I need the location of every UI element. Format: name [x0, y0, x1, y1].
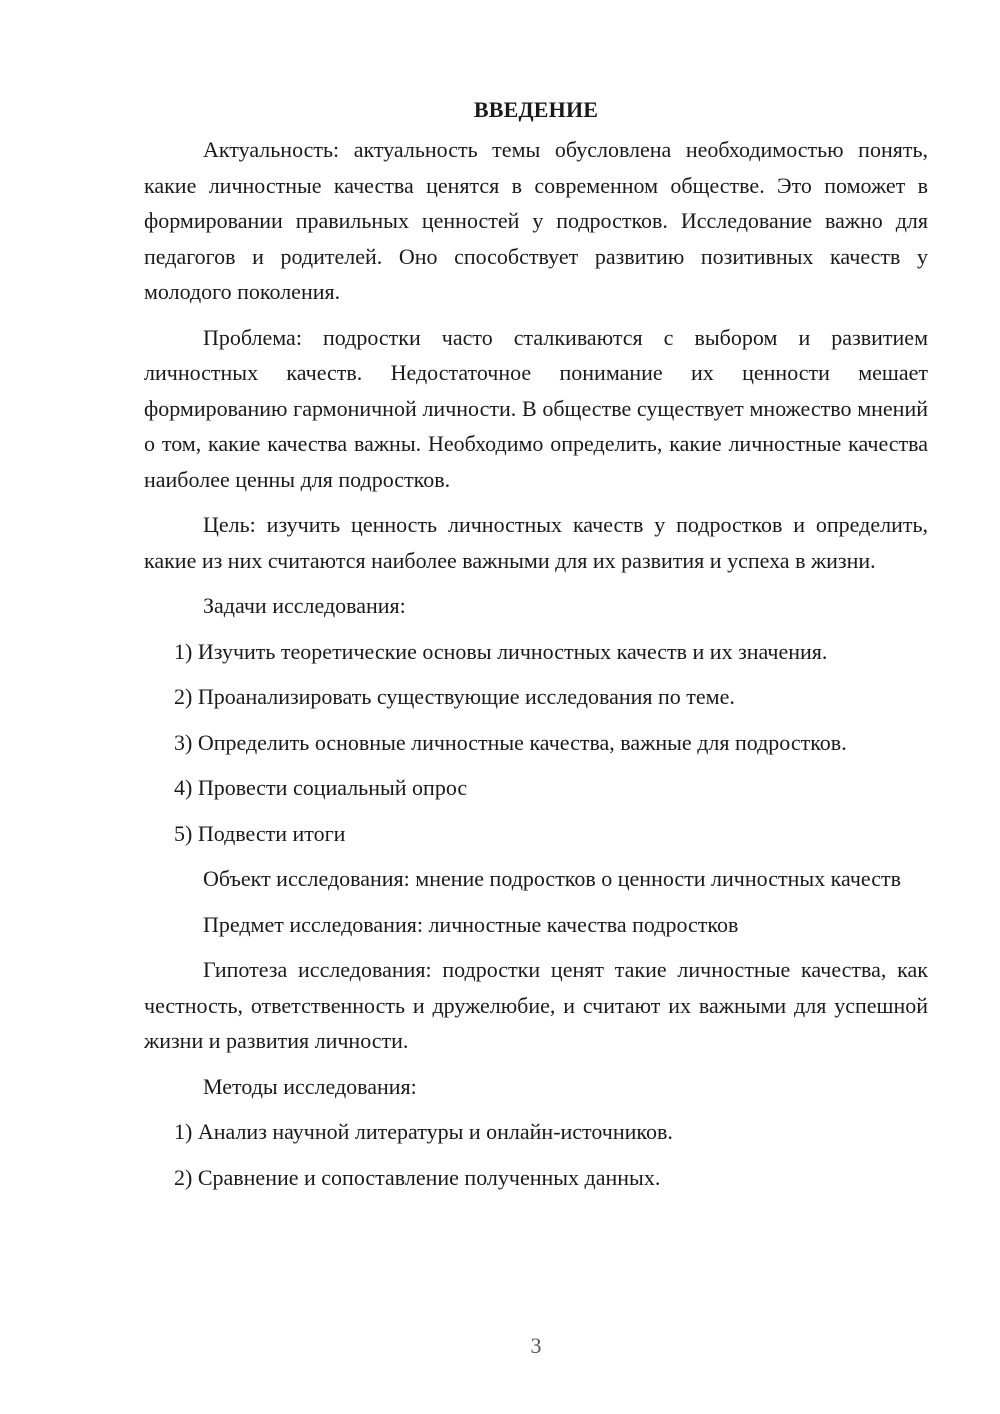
- relevance-paragraph: Актуальность: актуальность темы обусловлена необходимостью понять, какие личностные качества ценятся в современном обществе. Это поможет в формировании правильных ценностей у подростков. Исследование важно для педагогов и родителей. Оно способствует развитию позитивных качеств у молодого поколения.: [144, 137, 928, 304]
- task-item: 3) Определить основные личностные качества, важные для подростков.: [174, 729, 847, 755]
- task-item: 4) Провести социальный опрос: [174, 775, 468, 800]
- document-page: [144, 92, 928, 1205]
- section-title: ВВЕДЕНИЕ: [473, 97, 599, 122]
- goal-paragraph: Цель: изучить ценность личностных качеств у подростков и определить, какие из них считаются наиболее важными для их развития и успеха в жизни.: [144, 512, 928, 573]
- tasks-heading: Задачи исследования:: [203, 593, 406, 618]
- problem-paragraph: Проблема: подростки часто сталкиваются с выбором и развитием личностных качеств. Недостаточное понимание их ценности мешает формированию гармоничной личности. В обществе существует множество мнений о том, какие качества важны. Необходимо определить, какие личностные качества наиболее ценны для подростков.: [144, 324, 928, 492]
- methods-heading: Методы исследования:: [203, 1073, 417, 1099]
- method-item: 2) Сравнение и сопоставление полученных данных.: [174, 1164, 661, 1190]
- task-item: 2) Проанализировать существующие исследования по теме.: [174, 684, 735, 709]
- object-paragraph: Объект исследования: мнение подростков о ценности личностных качеств: [203, 866, 902, 891]
- subject-paragraph: Предмет исследования: личностные качества подростков: [203, 911, 739, 937]
- hypothesis-paragraph: Гипотеза исследования: подростки ценят такие личностные качества, как честность, ответственность и дружелюбие, и считают их важными для успешной жизни и развития личности.: [144, 957, 928, 1053]
- method-item: 1) Анализ научной литературы и онлайн-источников.: [174, 1119, 673, 1144]
- task-item: 1) Изучить теоретические основы личностных качеств и их значения.: [174, 638, 828, 664]
- page-number: 3: [530, 1333, 542, 1358]
- task-item: 5) Подвести итоги: [174, 820, 346, 846]
